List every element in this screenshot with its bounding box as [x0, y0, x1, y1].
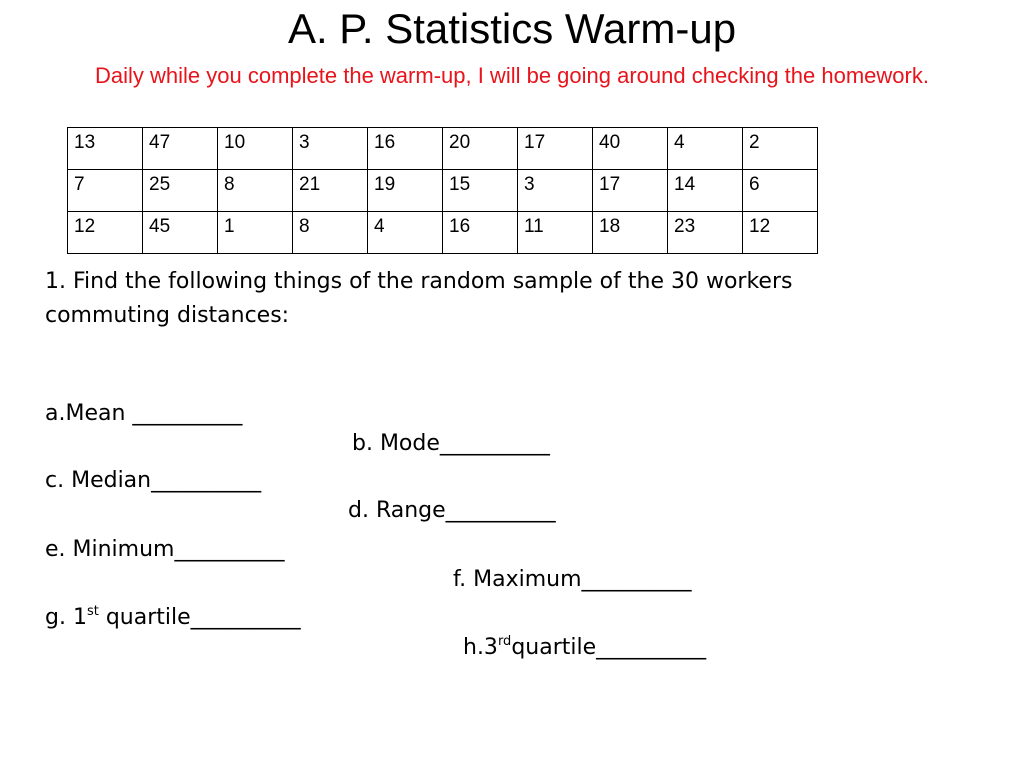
table-cell: 19 [368, 170, 443, 212]
range-blank: d. Range__________ [348, 498, 556, 523]
table-cell: 40 [593, 128, 668, 170]
first-quartile-sup: st [86, 604, 99, 619]
table-cell: 16 [443, 212, 518, 254]
table-cell: 15 [443, 170, 518, 212]
mode-blank: b. Mode__________ [352, 431, 550, 456]
data-table [67, 127, 818, 254]
table-cell: 18 [593, 212, 668, 254]
slide-title: A. P. Statistics Warm-up [287, 5, 737, 52]
first-quartile-suffix: quartile__________ [98, 605, 301, 630]
median-blank: c. Median__________ [45, 468, 262, 493]
mean-blank: a.Mean __________ [45, 401, 243, 426]
table-cell: 17 [518, 128, 593, 170]
table-cell: 20 [443, 128, 518, 170]
table-cell: 3 [518, 170, 593, 212]
table-cell: 23 [668, 212, 743, 254]
table-row [68, 128, 818, 170]
table-cell: 14 [668, 170, 743, 212]
question-prompt: 1. Find the following things of the random sample of the 30 workers commuting distances: [45, 269, 793, 328]
table-cell: 7 [68, 170, 143, 212]
table-cell: 4 [668, 128, 743, 170]
table-cell: 8 [293, 212, 368, 254]
table-cell: 6 [743, 170, 818, 212]
table-cell: 11 [518, 212, 593, 254]
table-cell: 17 [593, 170, 668, 212]
third-quartile-sup: rd [497, 634, 512, 649]
table-cell: 3 [293, 128, 368, 170]
minimum-blank: e. Minimum__________ [45, 537, 285, 562]
first-quartile-blank [45, 603, 301, 633]
table-cell: 2 [743, 128, 818, 170]
table-cell: 1 [218, 212, 293, 254]
table-cell: 13 [68, 128, 143, 170]
maximum-blank: f. Maximum__________ [453, 567, 692, 592]
table-cell: 12 [743, 212, 818, 254]
table-cell: 4 [368, 212, 443, 254]
table-cell: 21 [293, 170, 368, 212]
table-cell: 25 [143, 170, 218, 212]
table-cell: 8 [218, 170, 293, 212]
table-cell: 45 [143, 212, 218, 254]
slide-subtitle: Daily while you complete the warm-up, I will be going around checking the homework. [95, 63, 929, 88]
data-table-body [68, 128, 818, 254]
third-quartile-suffix: quartile__________ [511, 635, 707, 660]
table-cell: 16 [368, 128, 443, 170]
table-row [68, 170, 818, 212]
third-quartile-prefix: h.3 [463, 635, 498, 660]
table-cell: 47 [143, 128, 218, 170]
third-quartile-blank [463, 633, 706, 663]
first-quartile-prefix: g. 1 [45, 605, 87, 630]
table-row [68, 212, 818, 254]
table-cell: 10 [218, 128, 293, 170]
table-cell: 12 [68, 212, 143, 254]
